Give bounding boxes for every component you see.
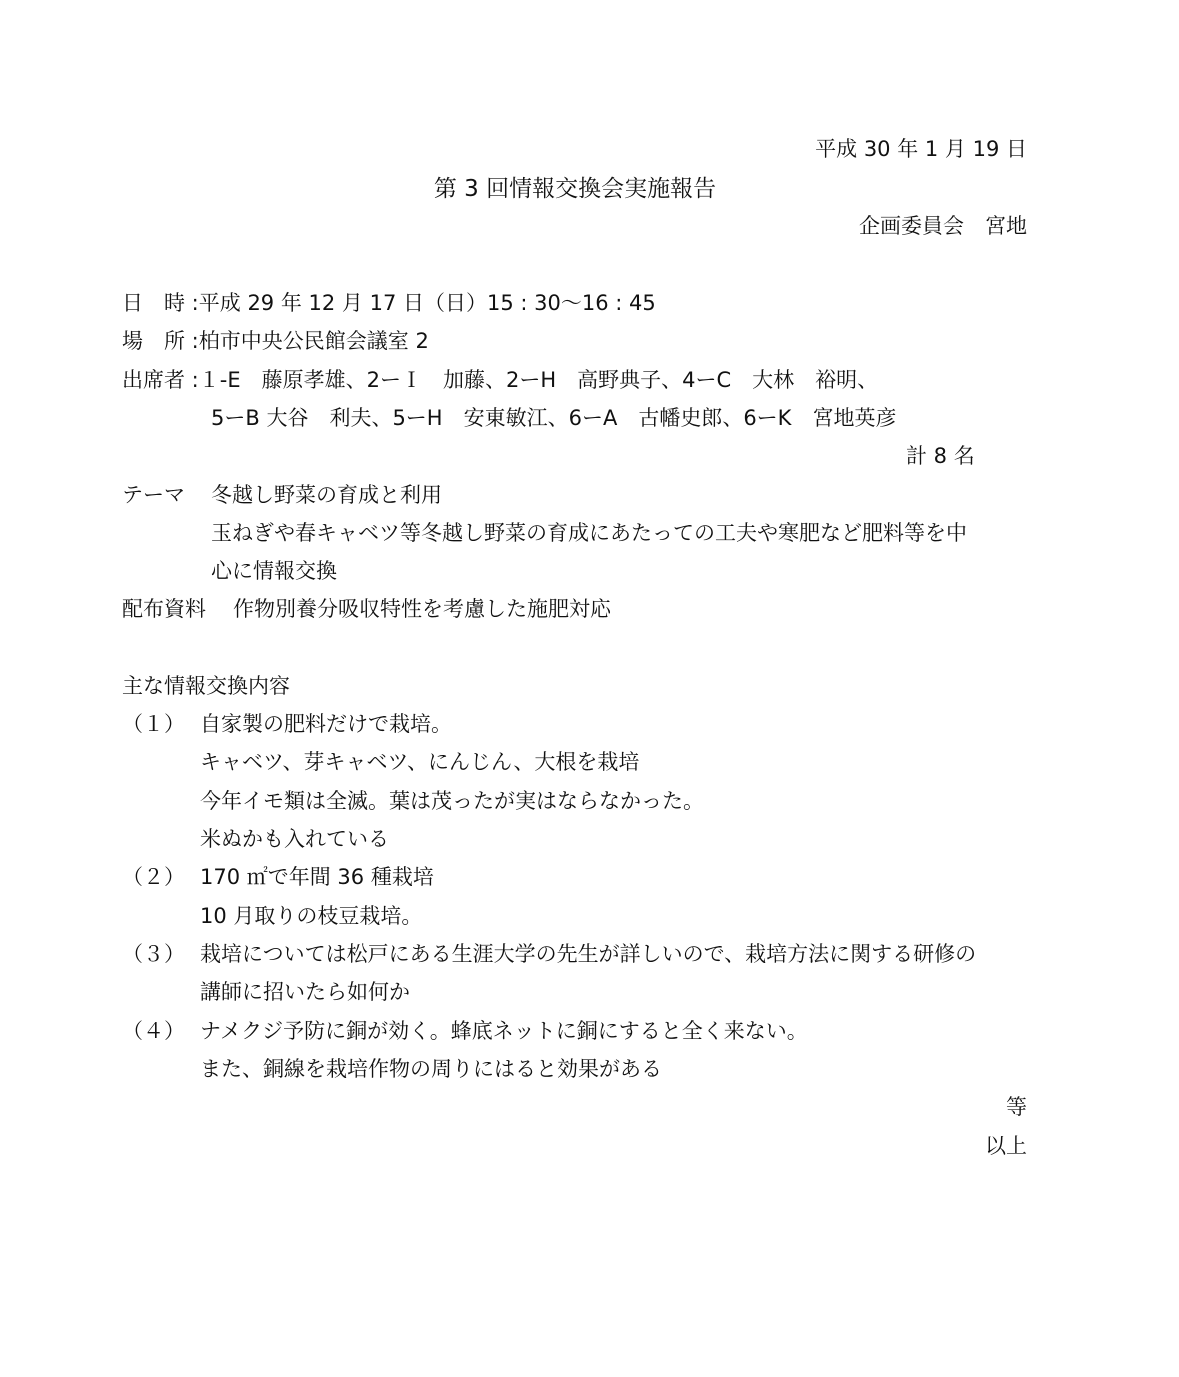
item-1-number: （１）: [122, 712, 185, 736]
item-3-line-2: 講師に招いたら如何か: [200, 980, 410, 1004]
theme-row: [122, 476, 442, 514]
item-4-line-2: また、銅線を栽培作物の周りにはると効果がある: [200, 1057, 662, 1081]
item-1-line-3: 今年イモ類は全滅。葉は茂ったが実はならなかった。: [200, 789, 704, 813]
attendees-row: [122, 361, 878, 399]
report-author: 企画委員会 宮地: [859, 214, 1027, 238]
datetime-row: [122, 284, 656, 322]
report-date: 平成 30 年 1 月 19 日: [815, 137, 1027, 161]
item-3-number: （３）: [122, 942, 185, 966]
item-4-number: （４）: [122, 1019, 185, 1043]
item-1-line-1: 自家製の肥料だけで栽培。: [200, 712, 452, 736]
theme-value: 冬越し野菜の育成と利用: [211, 483, 442, 507]
datetime-label: 日 時 :: [122, 291, 199, 315]
etc-mark: 等: [1006, 1095, 1027, 1119]
content-heading: 主な情報交換内容: [122, 674, 290, 698]
attendees-line-2: 5ーB 大谷 利夫、5ーH 安東敏江、6ーA 古幡史郎、6ーK 宮地英彦: [211, 406, 897, 430]
datetime-value: 平成 29 年 12 月 17 日（日）15 : 30～16 : 45: [198, 291, 656, 315]
attendees-total: 計 8 名: [906, 444, 975, 468]
place-value: 柏市中央公民館会議室 2: [198, 329, 429, 353]
place-label: 場 所 :: [122, 329, 199, 353]
item-1-line-2: キャベツ、芽キャベツ、にんじん、大根を栽培: [200, 750, 640, 774]
item-2-line-1: 170 ㎡で年間 36 種栽培: [200, 865, 434, 889]
report-title: 第 3 回情報交換会実施報告: [433, 176, 717, 202]
item-2-number: （２）: [122, 865, 185, 889]
item-4-line-1: ナメクジ予防に銅が効く。蜂底ネットに銅にすると全く来ない。: [200, 1019, 808, 1043]
item-3-line-1: 栽培については松戸にある生涯大学の先生が詳しいので、栽培方法に関する研修の: [200, 942, 977, 966]
end-mark: 以上: [985, 1134, 1027, 1158]
materials-value: 作物別養分吸収特性を考慮した施肥対応: [233, 597, 611, 621]
item-1-line-4: 米ぬかも入れている: [200, 827, 389, 851]
attendees-line-1: １-E 藤原孝雄、2ーＩ 加藤、2ーH 高野典子、4ーC 大林 裕明、: [198, 368, 879, 392]
theme-label: テーマ: [122, 483, 185, 507]
theme-desc-line-1: 玉ねぎや春キャベツ等冬越し野菜の育成にあたっての工夫や寒肥など肥料等を中: [211, 521, 967, 545]
item-2-line-2: 10 月取りの枝豆栽培。: [200, 904, 423, 928]
materials-label: 配布資料: [122, 597, 206, 621]
theme-desc-line-2: 心に情報交換: [211, 559, 337, 583]
attendees-label: 出席者 :: [122, 368, 199, 392]
place-row: [122, 322, 429, 360]
materials-row: [122, 590, 611, 628]
